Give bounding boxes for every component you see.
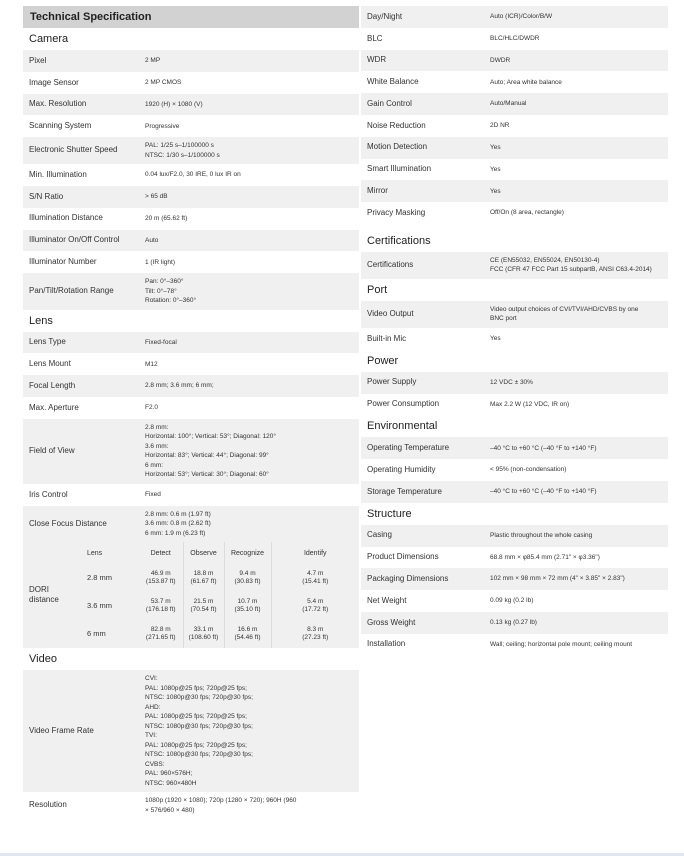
section-title-power: Power [367, 354, 399, 367]
spec-label: Lens Type [23, 332, 139, 354]
spec-row [361, 159, 668, 181]
spec-label: Max. Resolution [23, 94, 139, 116]
spec-value: 20 m (65.62 ft) [139, 208, 359, 230]
dori-lens: 3.6 mm [81, 592, 139, 620]
spec-value: 0.04 lux/F2.0, 30 IRE, 0 lux IR on [139, 164, 359, 186]
dori-table [23, 542, 359, 648]
spec-label: Casing [361, 525, 484, 547]
spec-row [23, 251, 359, 273]
spec-row [361, 525, 668, 547]
image-settings-table [361, 6, 668, 224]
spec-label: Storage Temperature [361, 481, 484, 503]
dori-label: DORI distance [23, 542, 81, 648]
spec-row [23, 484, 359, 506]
spec-value: Off/On (8 area, rectangle) [484, 202, 668, 224]
spec-row [361, 328, 668, 350]
spec-row [23, 375, 359, 397]
spec-row [361, 301, 668, 328]
spec-row [23, 397, 359, 419]
spec-label: Certifications [361, 252, 484, 279]
spec-label: BLC [361, 28, 484, 50]
spec-row [361, 115, 668, 137]
spec-label: Lens Mount [23, 353, 139, 375]
spec-label: Packaging Dimensions [361, 568, 484, 590]
spec-row [23, 230, 359, 252]
spec-value: M12 [139, 353, 359, 375]
spec-value: Auto (ICR)/Color/B/W [484, 6, 668, 28]
dori-cell: 4.7 m (15.41 ft) [271, 564, 359, 592]
spec-label: Video Frame Rate [23, 670, 139, 792]
right-column [361, 6, 668, 656]
spec-label: Gain Control [361, 93, 484, 115]
spec-value: CE (EN55032, EN55024, EN50130-4) FCC (CFR 47 FCC Part 15 subpartB, ANSI C63.4-2014) [484, 252, 668, 279]
spec-row [23, 332, 359, 354]
spec-row [23, 208, 359, 230]
spec-value: > 65 dB [139, 186, 359, 208]
section-title-certifications: Certifications [367, 234, 431, 247]
spec-value: Auto/Manual [484, 93, 668, 115]
dori-header-identify: Identify [271, 542, 359, 564]
section-title-camera: Camera [29, 33, 69, 45]
spec-row [23, 94, 359, 116]
spec-label: Close Focus Distance [23, 506, 139, 543]
spec-label: Privacy Masking [361, 202, 484, 224]
spec-value: 1080p (1920 × 1080); 720p (1280 × 720); 960H (960 × 576/960 × 480) [139, 792, 359, 819]
spec-row [361, 202, 668, 224]
spec-row [361, 394, 668, 416]
dori-lens: 6 mm [81, 620, 139, 648]
spec-row [361, 372, 668, 394]
dori-header-detect: Detect [139, 542, 183, 564]
spec-label: Illuminator Number [23, 251, 139, 273]
environmental-table [361, 437, 668, 502]
spec-label: Resolution [23, 792, 139, 819]
spec-row [361, 137, 668, 159]
spec-value: Yes [484, 180, 668, 202]
spec-value: 2.8 mm: 0.6 m (1.97 ft) 3.6 mm: 0.8 m (2.62 ft) 6 mm: 1.9 m (6.23 ft) [139, 506, 359, 543]
spec-value: 1920 (H) × 1080 (V) [139, 94, 359, 116]
spec-label: Illumination Distance [23, 208, 139, 230]
dori-cell: 10.7 m (35.10 ft) [224, 592, 271, 620]
spec-label: Pan/Tilt/Rotation Range [23, 273, 139, 310]
spec-row [361, 93, 668, 115]
spec-row [361, 437, 668, 459]
spec-value: CVI: PAL: 1080p@25 fps; 720p@25 fps; NTSC: 1080p@30 fps; 720p@30 fps; AHD: PAL: 1080p@25 fps; 720p@25 fps; NTSC: 1080p@30 fps; 720p@30 fps; TVI: PAL: 1080p@25 fps; 720p@25 fps; NTSC: 1080p@30 fps; 720p@30 fps; CVBS: PAL: 960×576H; NTSC: 960×480H [139, 670, 359, 792]
spec-label: Gross Weight [361, 612, 484, 634]
spec-label: Noise Reduction [361, 115, 484, 137]
spec-label: Power Consumption [361, 394, 484, 416]
spec-row [361, 50, 668, 72]
dori-lens: 2.8 mm [81, 564, 139, 592]
spec-value: 0.13 kg (0.27 lb) [484, 612, 668, 634]
port-table [361, 301, 668, 350]
spec-value: 2.8 mm: Horizontal: 100°; Vertical: 53°; Diagonal: 120° 3.6 mm: Horizontal: 83°; Vertical: 44°; Diagonal: 99° 6 mm: Horizontal: 53°; Vertical: 30°; Diagonal: 60° [139, 419, 359, 484]
spec-value: Plastic throughout the whole casing [484, 525, 668, 547]
spec-label: Smart Illumination [361, 159, 484, 181]
dori-cell: 9.4 m (30.83 ft) [224, 564, 271, 592]
spec-label: Focal Length [23, 375, 139, 397]
spec-row [361, 28, 668, 50]
dori-header-recognize: Recognize [224, 542, 271, 564]
spec-value: 2 MP CMOS [139, 72, 359, 94]
spec-row [361, 590, 668, 612]
spec-value: F2.0 [139, 397, 359, 419]
spec-value: Auto [139, 230, 359, 252]
dori-cell: 16.6 m (54.46 ft) [224, 620, 271, 648]
spec-value: Max 2.2 W (12 VDC, IR on) [484, 394, 668, 416]
spec-value: Wall; ceiling; horizontal pole mount; ceiling mount [484, 634, 668, 656]
spec-value: BLC/HLC/DWDR [484, 28, 668, 50]
dori-cell: 5.4 m (17.72 ft) [271, 592, 359, 620]
certifications-table [361, 252, 668, 279]
spec-row [23, 115, 359, 137]
spec-row [23, 164, 359, 186]
spec-value: 1 (IR light) [139, 251, 359, 273]
spec-value: 2.8 mm; 3.6 mm; 6 mm; [139, 375, 359, 397]
spec-label: Pixel [23, 50, 139, 72]
spec-label: Day/Night [361, 6, 484, 28]
spec-row [23, 792, 359, 819]
spec-row [361, 252, 668, 279]
page-title: Technical Specification [23, 6, 359, 28]
dori-header-lens: Lens [81, 542, 139, 564]
spec-row [23, 353, 359, 375]
lens-table [23, 332, 359, 542]
spec-label: Built-in Mic [361, 328, 484, 350]
spec-label: Operating Temperature [361, 437, 484, 459]
spec-value: Video output choices of CVI/TVI/AHD/CVBS by one BNC port [484, 301, 668, 328]
spec-row [23, 186, 359, 208]
section-title-lens: Lens [29, 314, 53, 327]
spec-value: 12 VDC ± 30% [484, 372, 668, 394]
spec-value: –40 °C to +60 °C (–40 °F to +140 °F) [484, 437, 668, 459]
spec-label: Electronic Shutter Speed [23, 137, 139, 164]
left-column [23, 6, 359, 819]
section-title-port: Port [367, 283, 388, 296]
spec-value: Fixed [139, 484, 359, 506]
dori-cell: 33.1 m (108.60 ft) [183, 620, 224, 648]
spec-value: Fixed-focal [139, 332, 359, 354]
dori-cell: 46.9 m (153.87 ft) [139, 564, 183, 592]
spec-label: Power Supply [361, 372, 484, 394]
spec-label: Iris Control [23, 484, 139, 506]
spec-row [23, 506, 359, 543]
spec-value: Pan: 0°–360° Tilt: 0°–78° Rotation: 0°–360° [139, 273, 359, 310]
spec-label: Image Sensor [23, 72, 139, 94]
spec-row [23, 273, 359, 310]
spec-label: Operating Humidity [361, 459, 484, 481]
spec-label: White Balance [361, 71, 484, 93]
section-title-environmental: Environmental [367, 420, 438, 433]
spec-label: Illuminator On/Off Control [23, 230, 139, 252]
spec-value: DWDR [484, 50, 668, 72]
spec-value: Yes [484, 159, 668, 181]
spec-label: Max. Aperture [23, 397, 139, 419]
spec-row [23, 137, 359, 164]
section-title-video: Video [29, 653, 57, 666]
spec-row [23, 670, 359, 792]
spec-value: PAL: 1/25 s–1/100000 s NTSC: 1/30 s–1/100000 s [139, 137, 359, 164]
spec-label: Installation [361, 634, 484, 656]
dori-cell: 18.8 m (61.67 ft) [183, 564, 224, 592]
spec-row [361, 634, 668, 656]
spec-value: –40 °C to +60 °C (–40 °F to +140 °F) [484, 481, 668, 503]
spec-label: Motion Detection [361, 137, 484, 159]
spec-row [361, 459, 668, 481]
structure-table [361, 525, 668, 656]
dori-cell: 8.3 m (27.23 ft) [271, 620, 359, 648]
spec-row [361, 6, 668, 28]
spec-label: S/N Ratio [23, 186, 139, 208]
spec-row [361, 481, 668, 503]
spec-label: Video Output [361, 301, 484, 328]
spec-value: Yes [484, 137, 668, 159]
spec-value: 102 mm × 98 mm × 72 mm (4" × 3.85" × 2.83") [484, 568, 668, 590]
spec-row [23, 72, 359, 94]
spec-value: 0.09 kg (0.2 lb) [484, 590, 668, 612]
dori-header-observe: Observe [183, 542, 224, 564]
spec-row [361, 547, 668, 569]
spec-row [23, 50, 359, 72]
spec-label: Scanning System [23, 115, 139, 137]
spec-label: WDR [361, 50, 484, 72]
spec-label: Net Weight [361, 590, 484, 612]
camera-table [23, 50, 359, 310]
power-table [361, 372, 668, 416]
spec-label: Product Dimensions [361, 547, 484, 569]
dori-cell: 82.8 m (271.65 ft) [139, 620, 183, 648]
spec-row [361, 612, 668, 634]
spec-label: Mirror [361, 180, 484, 202]
spec-row [23, 419, 359, 484]
spec-value: 2D NR [484, 115, 668, 137]
spec-value: 2 MP [139, 50, 359, 72]
dori-cell: 21.5 m (70.54 ft) [183, 592, 224, 620]
spec-value: Auto; Area white balance [484, 71, 668, 93]
spec-row [361, 71, 668, 93]
section-title-structure: Structure [367, 507, 412, 520]
spec-label: Field of View [23, 419, 139, 484]
dori-cell: 53.7 m (176.18 ft) [139, 592, 183, 620]
spec-label: Min. Illumination [23, 164, 139, 186]
spec-value: 68.8 mm × φ85.4 mm (2.71" × φ3.36") [484, 547, 668, 569]
spec-value: Yes [484, 328, 668, 350]
video-table [23, 670, 359, 819]
spec-value: Progressive [139, 115, 359, 137]
spec-value: < 95% (non-condensation) [484, 459, 668, 481]
spec-row [361, 180, 668, 202]
spec-row [361, 568, 668, 590]
